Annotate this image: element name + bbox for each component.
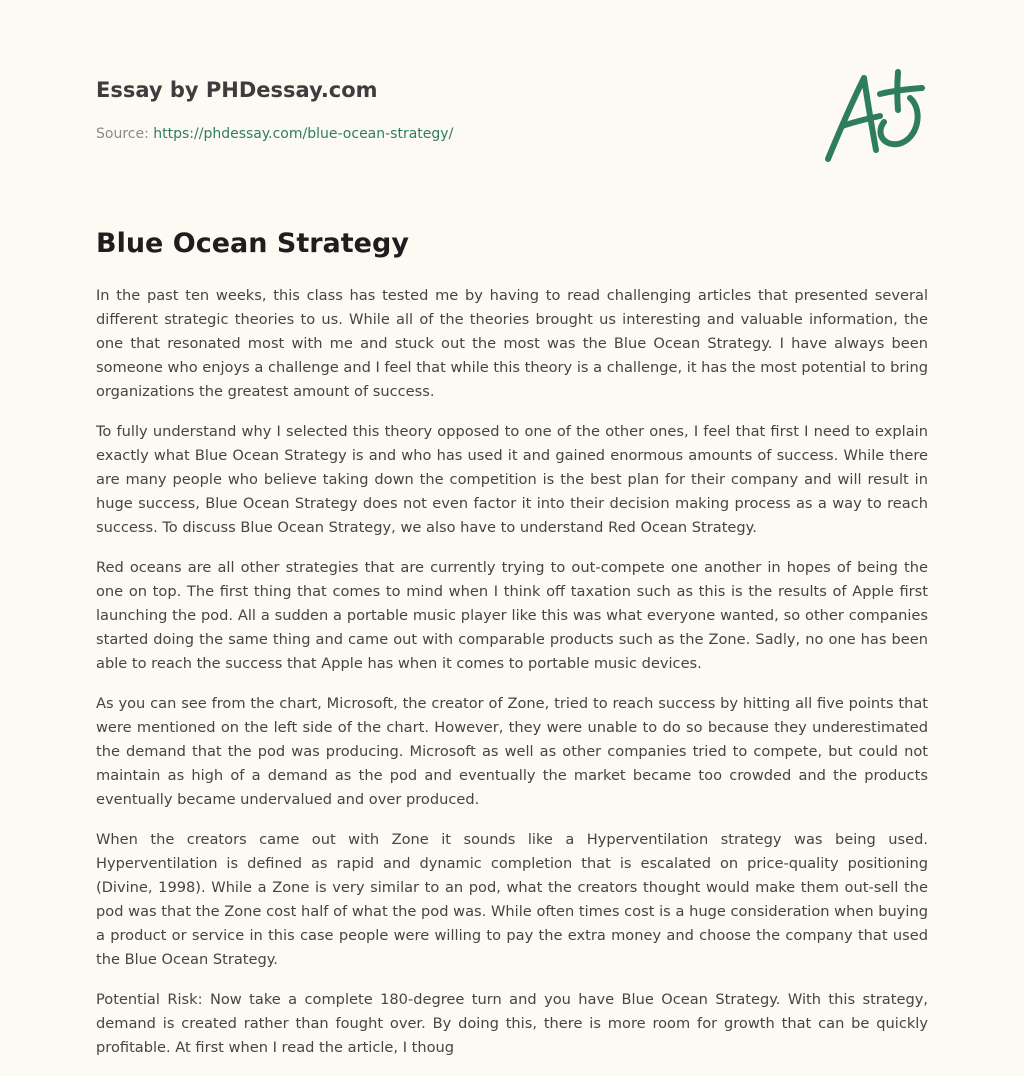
essay-paragraph: As you can see from the chart, Microsoft, the creator of Zone, tried to reach success by hitting all five points that were mentioned on the left side of the chart. However, they were unable to do so because they underestimated the demand that the pod was producing. Microsoft as well as other companies tried to compete, but could not maintain as high of a demand as the pod and eventually the market became too crowded and the products eventually became undervalued and over produced. xyxy=(96,695,928,808)
essay-paragraph: To fully understand why I selected this theory opposed to one of the other ones, I feel that first I need to explain exactly what Blue Ocean Strategy is and who has used it and gained enormous amounts of success. While there are many people who believe taking down the competition is the best plan for their company and will result in huge success, Blue Ocean Strategy does not even factor it into their decision making process as a way to reach success. To discuss Blue Ocean Strategy, we also have to understand Red Ocean Strategy. xyxy=(96,423,928,536)
source-line xyxy=(96,124,696,144)
essay-body xyxy=(96,284,928,1076)
page-header xyxy=(96,76,696,144)
essay-paragraph: Potential Risk: Now take a complete 180-degree turn and you have Blue Ocean Strategy. With this strategy, demand is created rather than fought over. By doing this, there is more room for growth that can be quickly profitable. At first when I read the article, I thoug xyxy=(96,991,928,1056)
essay-paragraph: Red oceans are all other strategies that are currently trying to out-compete one another in hopes of being the one on top. The first thing that comes to mind when I think off taxation such as this is the results of Apple first launching the pod. All a sudden a portable music player like this was what everyone wanted, so other companies started doing the same thing and came out with comparable products such as the Zone. Sadly, no one has been able to reach the success that Apple has when it comes to portable music devices. xyxy=(96,559,928,672)
source-link[interactable]: https://phdessay.com/blue-ocean-strategy/ xyxy=(153,126,454,142)
document-title: Blue Ocean Strategy xyxy=(96,228,409,259)
site-title: Essay by PHDessay.com xyxy=(96,78,378,102)
source-label: Source: xyxy=(96,126,149,142)
essay-paragraph: In the past ten weeks, this class has tested me by having to read challenging articles that presented several different strategic theories to us. While all of the theories brought us interesting and valuable information, the one that resonated most with me and stuck out the most was the Blue Ocean Strategy. I have always been someone who enjoys a challenge and I feel that while this theory is a challenge, it has the most potential to bring organizations the greatest amount of success. xyxy=(96,287,928,400)
essay-paragraph: When the creators came out with Zone it sounds like a Hyperventilation strategy was being used. Hyperventilation is defined as rapid and dynamic completion that is escalated on price-quality positioning (Divine, 1998). While a Zone is very similar to an pod, what the creators thought would make them out-sell the pod was that the Zone cost half of what the pod was. While often times cost is a huge consideration when buying a product or service in this case people were willing to pay the extra money and choose the company that used the Blue Ocean Strategy. xyxy=(96,831,928,968)
a-plus-logo-icon xyxy=(818,64,930,168)
